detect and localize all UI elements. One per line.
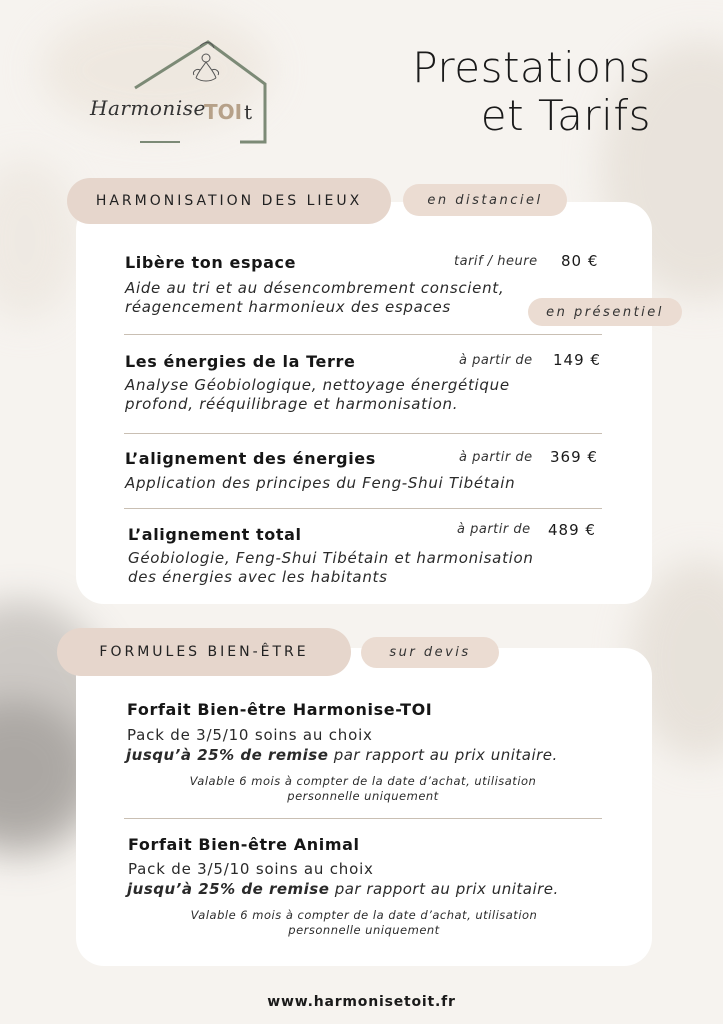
promo-rest: par rapport au prix unitaire. bbox=[329, 880, 559, 898]
price-value: 149 € bbox=[553, 351, 601, 369]
logo-suffix-text: t bbox=[244, 100, 253, 124]
item-description bbox=[125, 474, 515, 493]
note-line: personnelle uniquement bbox=[287, 789, 439, 803]
description-line: des énergies avec les habitants bbox=[128, 568, 388, 586]
formula-pack: Pack de 3/5/10 soins au choix bbox=[127, 726, 373, 744]
price-label: tarif / heure bbox=[454, 254, 538, 269]
divider bbox=[124, 818, 602, 819]
item-description bbox=[128, 549, 534, 587]
item-title: L’alignement total bbox=[128, 525, 302, 544]
formula-promo bbox=[127, 880, 559, 898]
description-line: Application des principes du Feng-Shui Tibétain bbox=[125, 474, 516, 492]
divider bbox=[124, 508, 602, 509]
price-value: 369 € bbox=[550, 448, 598, 466]
note-line: personnelle uniquement bbox=[288, 923, 440, 937]
formula-note bbox=[114, 908, 614, 938]
promo-highlight: jusqu’à 25% de remise bbox=[126, 746, 329, 764]
item-title: Les énergies de la Terre bbox=[125, 352, 356, 371]
description-line: Géobiologie, Feng-Shui Tibétain et harmonisation bbox=[128, 549, 534, 567]
price-label: à partir de bbox=[459, 450, 533, 465]
description-line: Analyse Géobiologique, nettoyage énergétique bbox=[125, 376, 510, 394]
divider bbox=[124, 433, 602, 434]
note-line: Valable 6 mois à compter de la date d’achat, utilisation bbox=[189, 774, 537, 788]
tag-distanciel: en distanciel bbox=[403, 184, 567, 216]
item-description bbox=[125, 279, 504, 317]
item-title: Libère ton espace bbox=[125, 253, 297, 272]
logo-script-text: Harmonise bbox=[90, 96, 206, 120]
tag-sur-devis: sur devis bbox=[361, 637, 499, 668]
price-value: 489 € bbox=[548, 521, 596, 539]
formula-title: Forfait Bien-être Animal bbox=[128, 835, 360, 854]
price-value: 80 € bbox=[561, 252, 599, 270]
page-title-line2: et Tarifs bbox=[480, 91, 651, 140]
page-title bbox=[412, 44, 651, 140]
description-line: réagencement harmonieux des espaces bbox=[125, 298, 451, 316]
description-line: Aide au tri et au désencombrement conscient, bbox=[125, 279, 505, 297]
note-line: Valable 6 mois à compter de la date d’achat, utilisation bbox=[190, 908, 538, 922]
price-label: à partir de bbox=[459, 353, 533, 368]
formula-promo bbox=[126, 746, 558, 764]
brand-logo bbox=[80, 38, 270, 150]
promo-highlight: jusqu’à 25% de remise bbox=[127, 880, 330, 898]
meditating-figure-house-icon bbox=[80, 38, 270, 150]
divider bbox=[124, 334, 602, 335]
formula-title: Forfait Bien-être Harmonise-TOI bbox=[127, 700, 433, 719]
logo-highlight-text: TOI bbox=[204, 100, 243, 124]
item-description bbox=[125, 376, 510, 414]
watercolor-wash bbox=[0, 160, 80, 320]
section-heading-bien-etre: FORMULES BIEN-ÊTRE bbox=[57, 628, 351, 676]
description-line: profond, rééquilibrage et harmonisation. bbox=[125, 395, 459, 413]
item-title: L’alignement des énergies bbox=[125, 449, 376, 468]
promo-rest: par rapport au prix unitaire. bbox=[328, 746, 558, 764]
formula-note bbox=[113, 774, 613, 804]
section-heading-lieux: HARMONISATION DES LIEUX bbox=[67, 178, 391, 224]
tag-presentiel: en présentiel bbox=[528, 298, 682, 326]
formula-pack: Pack de 3/5/10 soins au choix bbox=[128, 860, 374, 878]
page-title-line1: Prestations bbox=[412, 43, 651, 92]
website-url[interactable]: www.harmonisetoit.fr bbox=[267, 994, 456, 1010]
price-label: à partir de bbox=[457, 522, 531, 537]
